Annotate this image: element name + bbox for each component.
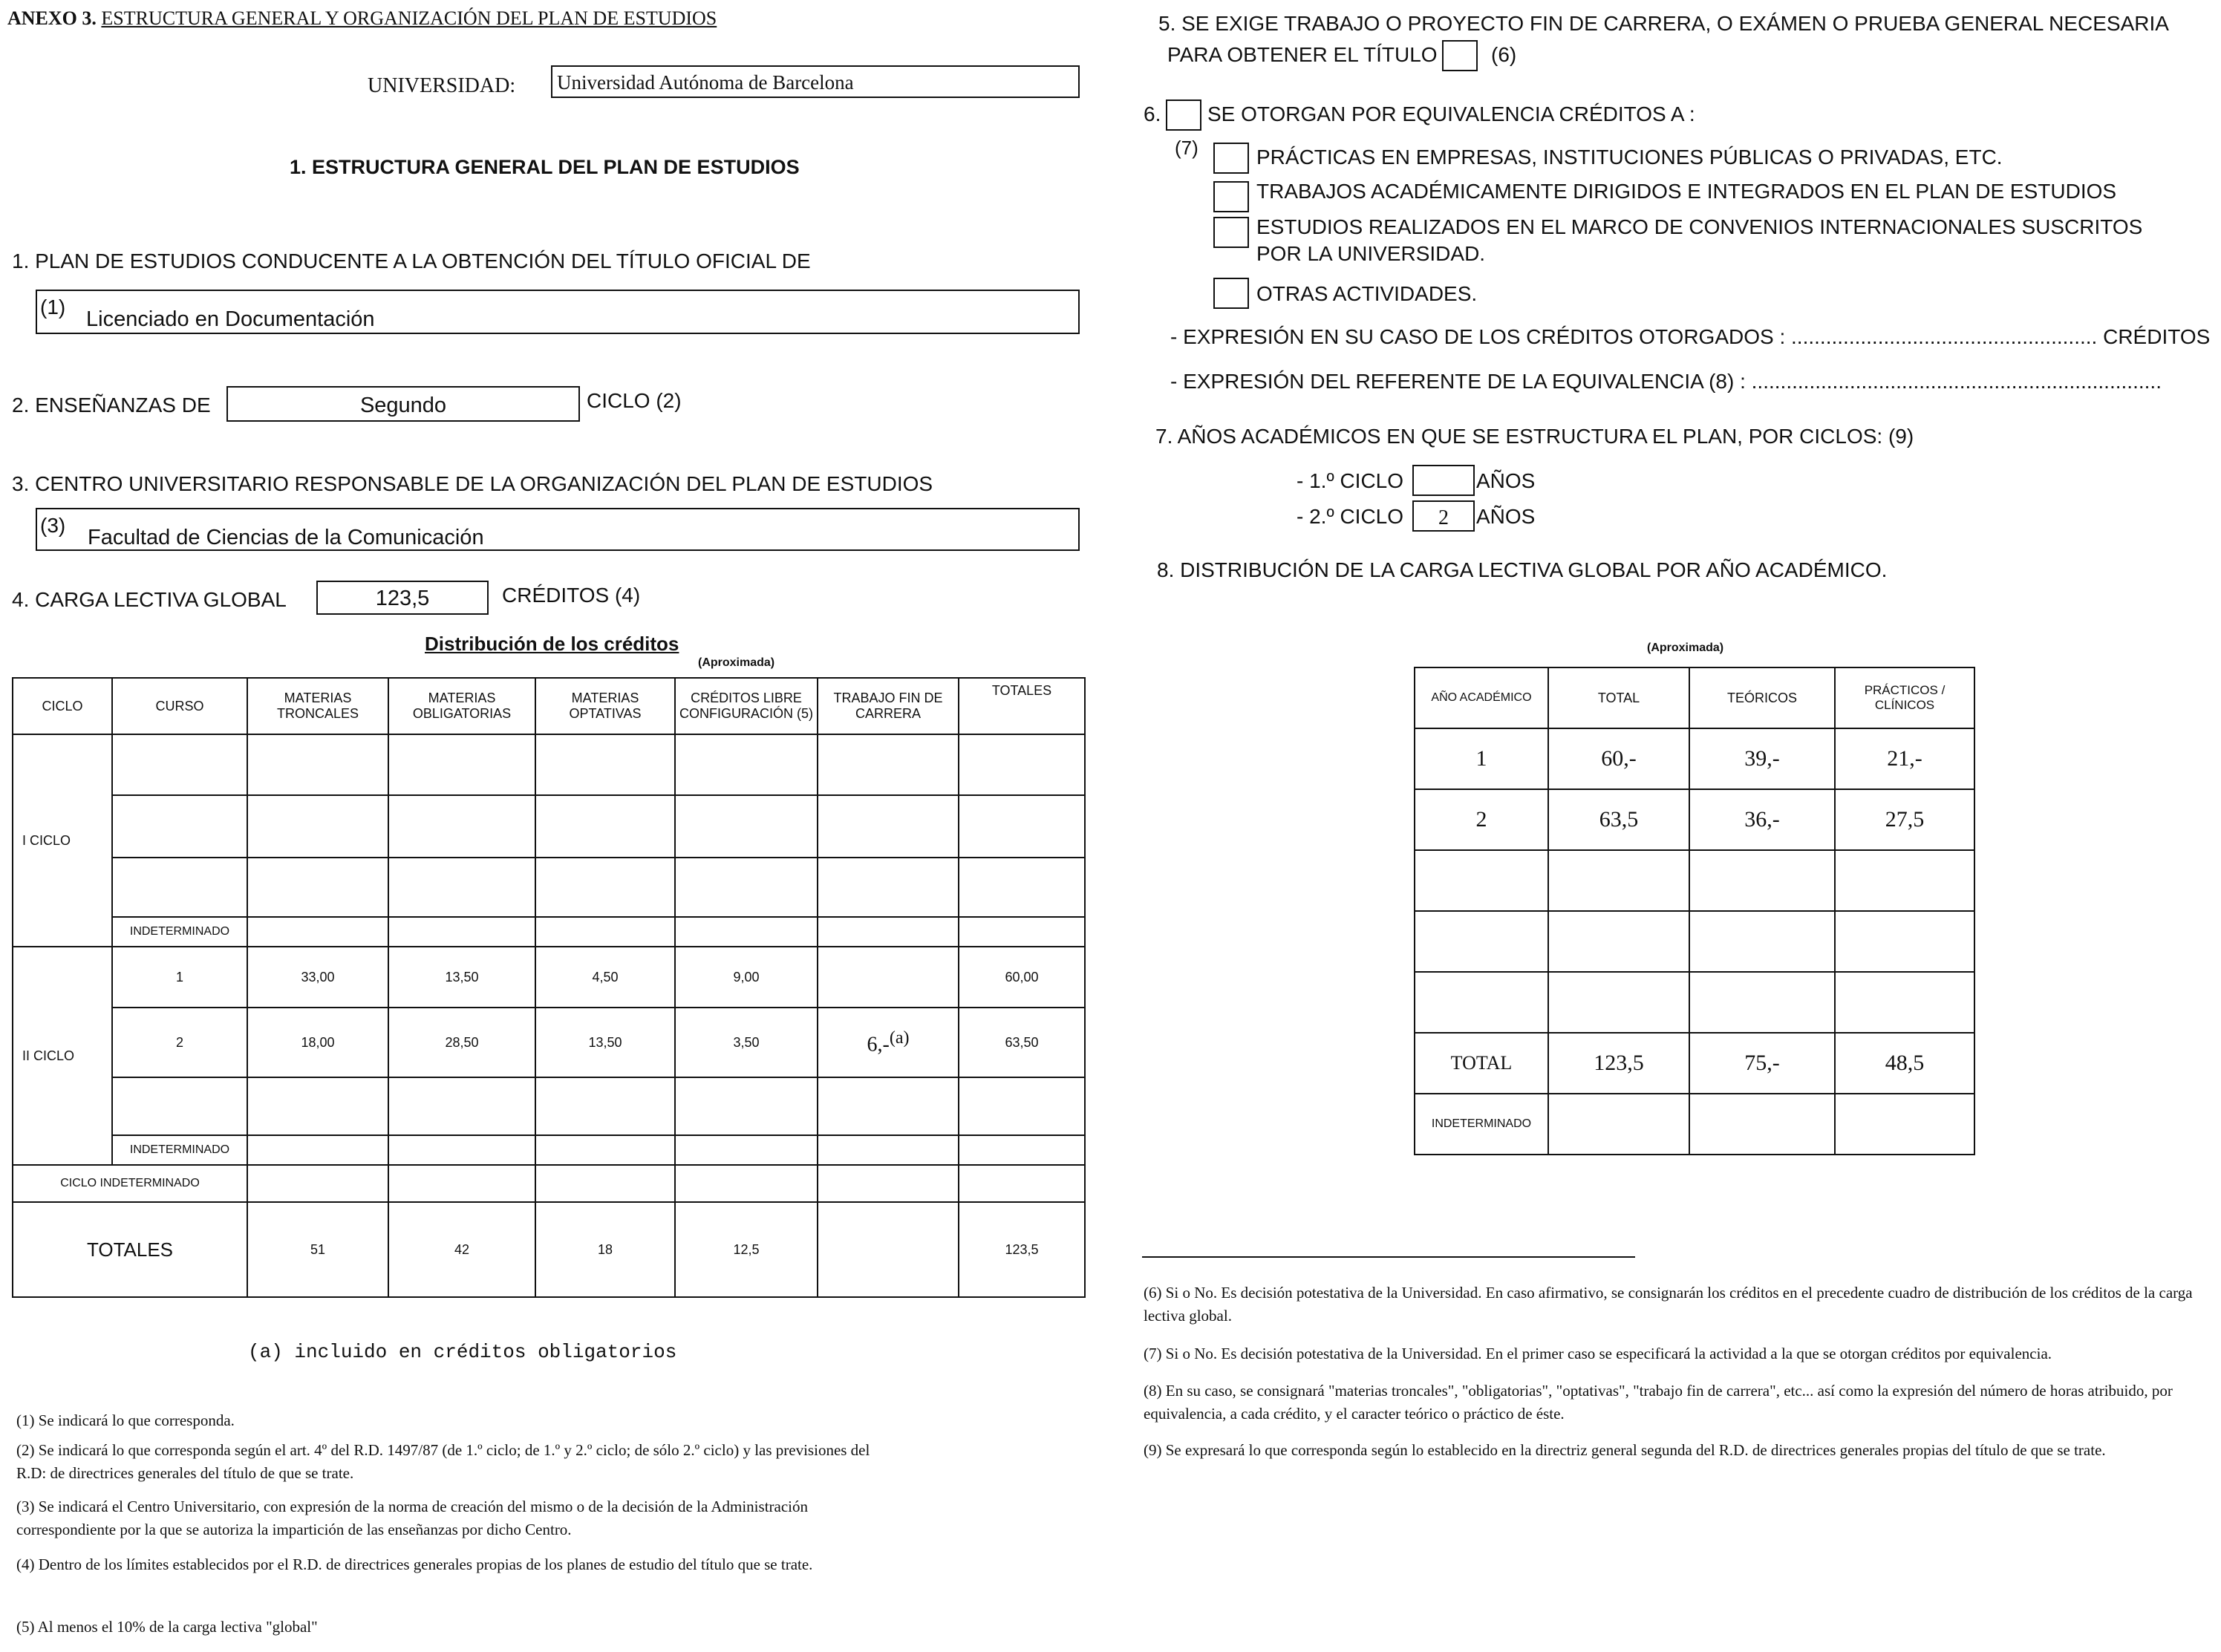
header-trabajo-fin: TRABAJO FIN DE CARRERA — [818, 678, 959, 734]
item4-label: 4. CARGA LECTIVA GLOBAL — [12, 588, 287, 611]
item2-suffix: CICLO (2) — [587, 389, 682, 412]
footnote-1: (1) Se indicará lo que corresponda. — [16, 1411, 235, 1429]
distribution-subtitle: (Aproximada) — [698, 656, 775, 669]
expr-creditos: - EXPRESIÓN EN SU CASO DE LOS CRÉDITOS OTORGADOS : ..................................................... CRÉDITOS — [1170, 325, 2210, 348]
total-practicos: 48,5 — [1835, 1033, 1974, 1094]
row2-optativas: 13,50 — [535, 1008, 675, 1077]
header-ano: AÑO ACADÉMICO — [1415, 667, 1548, 728]
row2-trabajo-note: (a) — [889, 1028, 910, 1048]
row1-optativas: 4,50 — [535, 947, 675, 1008]
year1-teoricos: 39,- — [1689, 728, 1835, 789]
header-curso: CURSO — [112, 678, 247, 734]
annex-title — [7, 7, 717, 30]
year2-ano: 2 — [1415, 789, 1548, 850]
section5-line2: PARA OBTENER EL TÍTULO — [1167, 43, 1438, 66]
footnote-divider — [1142, 1256, 1635, 1258]
totals-trabajo — [818, 1202, 959, 1297]
item1-label: 1. PLAN DE ESTUDIOS CONDUCENTE A LA OBTENCIÓN DEL TÍTULO OFICIAL DE — [12, 249, 811, 272]
row2-trabajo-cell — [818, 1008, 959, 1077]
note-a: (a) incluido en créditos obligatorios — [248, 1341, 677, 1363]
university-label: UNIVERSIDAD: — [368, 74, 516, 97]
cycle1-label: - 1.º CICLO — [1297, 469, 1404, 492]
section1-heading: 1. ESTRUCTURA GENERAL DEL PLAN DE ESTUDIOS — [290, 156, 800, 178]
footnote-3: (3) Se indicará el Centro Universitario, con expresión de la norma de creación del mismo o de la decisión de la Administración correspondiente por la que se autoriza la impartición de las enseñanzas por dicho Centro. — [16, 1498, 808, 1538]
university-value: Universidad Autónoma de Barcelona — [557, 71, 854, 94]
option-practicas: PRÁCTICAS EN EMPRESAS, INSTITUCIONES PÚBLICAS O PRIVADAS, ETC. — [1256, 146, 2003, 169]
year2-total: 63,5 — [1548, 789, 1689, 850]
row2-troncales: 18,00 — [247, 1008, 388, 1077]
header-ciclo: CICLO — [13, 678, 112, 734]
totals-obligatorias: 42 — [388, 1202, 535, 1297]
totales-label: TOTALES — [13, 1202, 247, 1297]
section6-num: 6. — [1144, 102, 1161, 125]
row1-trabajo — [818, 947, 959, 1008]
ciclo1-indeterminado: INDETERMINADO — [112, 917, 247, 947]
cycle-value: Segundo — [359, 394, 447, 417]
year1-practicos: 21,- — [1835, 728, 1974, 789]
cycle2-label: - 2.º CICLO — [1297, 505, 1404, 528]
distribution-title: Distribución de los créditos — [425, 633, 679, 655]
indeterminado-label: INDETERMINADO — [1415, 1094, 1548, 1155]
year1-ano: 1 — [1415, 728, 1548, 789]
degree-title-ref: (1) — [40, 296, 66, 319]
ciclo2-label: II CICLO — [13, 947, 112, 1165]
footnote-7: (7) Si o No. Es decisión potestativa de la Universidad. En el primer caso se especificará la actividad a la que se otorgan créditos por equivalencia. — [1144, 1345, 2052, 1362]
section8-subtitle: (Aproximada) — [1647, 641, 1724, 654]
final-project-checkbox[interactable] — [1442, 40, 1478, 71]
header-troncales: MATERIAS TRONCALES — [247, 678, 388, 734]
row1-curso: 1 — [112, 947, 247, 1008]
footnote-4: (4) Dentro de los límites establecidos por el R.D. de directrices generales propias de los planes de estudio del título que se trate. — [16, 1555, 813, 1573]
option-convenios-2: POR LA UNIVERSIDAD. — [1256, 242, 1486, 265]
totals-optativas: 18 — [535, 1202, 675, 1297]
footnote-8: (8) En su caso, se consignará "materias troncales", "obligatorias", "optativas", "trabajo fin de carrera", etc... así como la expresión del número de horas atribuido, por equivalencia, a cada crédito, y el caracter teórico o práctico de éste. — [1144, 1382, 2173, 1423]
cycle2-years-field[interactable] — [1412, 500, 1475, 532]
footnote-6: (6) Si o No. Es decisión potestativa de la Universidad. En caso afirmativo, se consignarán los créditos en el precedente cuadro de distribución de los créditos de la carga lectiva global. — [1144, 1284, 2193, 1325]
cycle1-years-field[interactable] — [1412, 465, 1475, 496]
degree-title-value: Licenciado en Documentación — [86, 307, 375, 331]
row1-libre: 9,00 — [675, 947, 818, 1008]
academic-year-table — [1414, 667, 1975, 1155]
equivalence-checkbox[interactable] — [1166, 99, 1201, 131]
total-total: 123,5 — [1548, 1033, 1689, 1094]
cycle-field[interactable] — [226, 386, 580, 422]
section6-label: SE OTORGAN POR EQUIVALENCIA CRÉDITOS A : — [1207, 102, 1695, 125]
totals-libre: 12,5 — [675, 1202, 818, 1297]
section6-ref: (7) — [1175, 137, 1198, 159]
header-total: TOTAL — [1548, 667, 1689, 728]
practicas-checkbox[interactable] — [1213, 143, 1249, 174]
header-teoricos: TEÓRICOS — [1689, 667, 1835, 728]
header-obligatorias: MATERIAS OBLIGATORIAS — [388, 678, 535, 734]
row2-obligatorias: 28,50 — [388, 1008, 535, 1077]
row2-trabajo: 6,- — [867, 1033, 890, 1057]
annex-prefix: ANEXO 3. — [7, 7, 97, 29]
footnote-9: (9) Se expresará lo que corresponda según lo establecido en la directriz general segunda del R.D. de directrices generales propias del título de que se trate. — [1144, 1441, 2106, 1459]
section5-line1: 5. SE EXIGE TRABAJO O PROYECTO FIN DE CARRERA, O EXÁMEN O PRUEBA GENERAL NECESARIA — [1158, 12, 2169, 35]
global-load-value: 123,5 — [375, 587, 430, 610]
total-label: TOTAL — [1415, 1033, 1548, 1094]
annex-heading: ESTRUCTURA GENERAL Y ORGANIZACIÓN DEL PLAN DE ESTUDIOS — [101, 7, 717, 29]
global-load-field[interactable] — [316, 581, 489, 615]
ciclo-indeterminado-label: CICLO INDETERMINADO — [13, 1165, 247, 1202]
expr-referente: - EXPRESIÓN DEL REFERENTE DE LA EQUIVALENCIA (8) : ....................................................................... — [1170, 370, 2162, 393]
total-teoricos: 75,- — [1689, 1033, 1835, 1094]
cycle2-years-value: 2 — [1438, 506, 1449, 529]
university-field[interactable] — [551, 65, 1080, 98]
section7-label: 7. AÑOS ACADÉMICOS EN QUE SE ESTRUCTURA EL PLAN, POR CICLOS: (9) — [1155, 425, 1914, 448]
ciclo1-label: I CICLO — [13, 734, 112, 947]
option-trabajos: TRABAJOS ACADÉMICAMENTE DIRIGIDOS E INTEGRADOS EN EL PLAN DE ESTUDIOS — [1256, 180, 2117, 203]
cycle2-years: AÑOS — [1476, 505, 1536, 528]
ciclo2-indeterminado: INDETERMINADO — [112, 1135, 247, 1165]
credits-distribution-table — [12, 677, 1086, 1298]
footnote-5: (5) Al menos el 10% de la carga lectiva "global" — [16, 1618, 318, 1636]
cycle1-years: AÑOS — [1476, 469, 1536, 492]
row1-obligatorias: 13,50 — [388, 947, 535, 1008]
header-totales: TOTALES — [959, 678, 1085, 734]
row1-troncales: 33,00 — [247, 947, 388, 1008]
option-convenios-1: ESTUDIOS REALIZADOS EN EL MARCO DE CONVENIOS INTERNACIONALES SUSCRITOS — [1256, 215, 2143, 238]
header-optativas: MATERIAS OPTATIVAS — [535, 678, 675, 734]
year2-teoricos: 36,- — [1689, 789, 1835, 850]
center-ref: (3) — [40, 514, 66, 537]
totals-totales: 123,5 — [959, 1202, 1085, 1297]
year2-practicos: 27,5 — [1835, 789, 1974, 850]
item4-suffix: CRÉDITOS (4) — [502, 584, 641, 607]
center-field[interactable] — [36, 508, 1080, 551]
totals-troncales: 51 — [247, 1202, 388, 1297]
otras-checkbox[interactable] — [1213, 278, 1249, 309]
option-otras: OTRAS ACTIVIDADES. — [1256, 282, 1478, 305]
row2-curso: 2 — [112, 1008, 247, 1077]
row2-totales: 63,50 — [959, 1008, 1085, 1077]
trabajos-checkbox[interactable] — [1213, 181, 1249, 212]
item2-label: 2. ENSEÑANZAS DE — [12, 394, 211, 417]
center-value: Facultad de Ciencias de la Comunicación — [88, 526, 484, 549]
item3-label: 3. CENTRO UNIVERSITARIO RESPONSABLE DE LA ORGANIZACIÓN DEL PLAN DE ESTUDIOS — [12, 472, 933, 495]
header-libre-configuracion: CRÉDITOS LIBRE CONFIGURACIÓN (5) — [675, 678, 818, 734]
convenios-checkbox[interactable] — [1213, 217, 1249, 248]
year1-total: 60,- — [1548, 728, 1689, 789]
row2-libre: 3,50 — [675, 1008, 818, 1077]
row1-totales: 60,00 — [959, 947, 1085, 1008]
section8-label: 8. DISTRIBUCIÓN DE LA CARGA LECTIVA GLOBAL POR AÑO ACADÉMICO. — [1157, 558, 1888, 581]
degree-title-field[interactable] — [36, 290, 1080, 334]
header-practicos: PRÁCTICOS / CLÍNICOS — [1835, 667, 1974, 728]
footnote-2: (2) Se indicará lo que corresponda según el art. 4º del R.D. 1497/87 (de 1.º ciclo; de 1.º y 2.º ciclo; de sólo 2.º ciclo) y las previsiones del R.D: de directrices generales del título de que se trate. — [16, 1441, 870, 1482]
section5-ref: (6) — [1491, 43, 1517, 66]
